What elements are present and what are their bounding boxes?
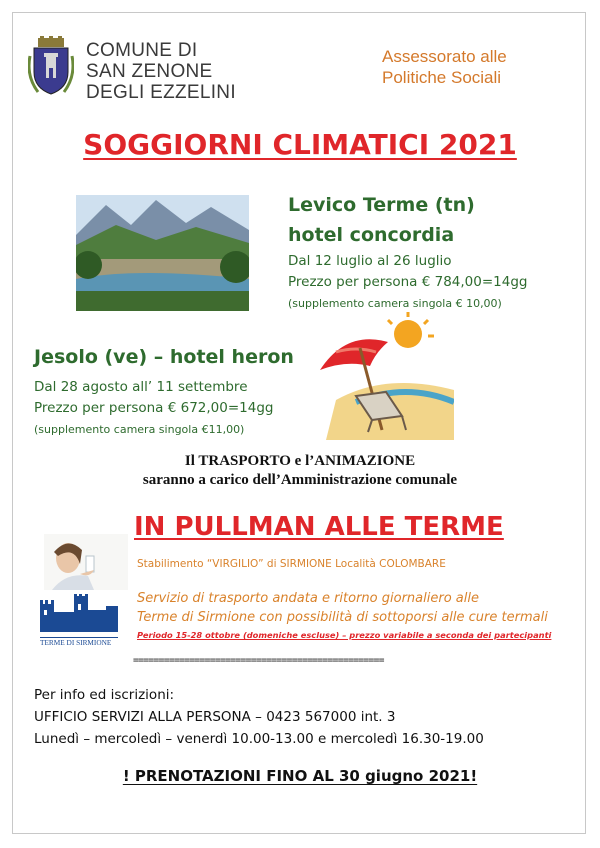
- jesolo-heading: Jesolo (ve) – hotel heron: [34, 346, 294, 368]
- municipality-line: COMUNE DI: [86, 40, 198, 61]
- service-line: Servizio di trasporto andata e ritorno giornaliero alle: [137, 591, 479, 606]
- woman-drinking-image: [44, 534, 128, 590]
- jesolo-details: [34, 377, 274, 440]
- levico-details: [288, 251, 528, 314]
- transport-line: Il TRASPORTO e l’ANIMAZIONE: [184, 453, 416, 469]
- period-note: Periodo 15-28 ottobre (domeniche escluse) – prezzo variabile a seconda dei partecipanti: [137, 630, 552, 640]
- service-line: Terme di Sirmione con possibilità di sottoporsi alle cure termali: [137, 610, 548, 625]
- logo-caption: TERME DI SIRMIONE: [40, 637, 118, 647]
- municipality-name: [86, 40, 236, 103]
- municipality-line: DEGLI EZZELINI: [86, 82, 236, 103]
- transport-line: saranno a carico dell’Amministrazione comunale: [142, 472, 458, 488]
- separator-line: =================================================: [133, 655, 384, 666]
- office-phone: UFFICIO SERVIZI ALLA PERSONA – 0423 567000 int. 3: [34, 709, 396, 725]
- levico-location: Levico Terme (tn): [288, 194, 475, 216]
- info-heading: Per info ed iscrizioni:: [34, 687, 175, 703]
- page-title: SOGGIORNI CLIMATICI 2021: [83, 128, 517, 161]
- office-hours: Lunedì – mercoledì – venerdì 10.00-13.00 e mercoledì 16.30-19.00: [34, 731, 484, 747]
- jesolo-dates: Dal 28 agosto all’ 11 settembre: [34, 379, 248, 395]
- service-description: [137, 589, 548, 627]
- facility-name: Stabilimento “VIRGILIO” di SIRMIONE Località COLOMBARE: [137, 558, 446, 570]
- terme-di-sirmione-logo: [40, 594, 118, 647]
- castle-icon: [40, 594, 118, 632]
- contact-info: [34, 684, 484, 750]
- levico-price: Prezzo per persona € 784,00=14gg: [288, 274, 528, 290]
- lake-landscape-image: [76, 195, 249, 311]
- department-line: Assessorato alle: [382, 47, 507, 66]
- levico-hotel: hotel concordia: [288, 224, 455, 246]
- transport-notice: [0, 452, 600, 490]
- beach-umbrella-icon: [316, 312, 454, 440]
- jesolo-supplement: (supplemento camera singola €11,00): [34, 423, 245, 436]
- booking-deadline: ! PRENOTAZIONI FINO AL 30 giugno 2021!: [122, 767, 478, 785]
- levico-heading: [288, 190, 475, 250]
- levico-supplement: (supplemento camera singola € 10,00): [288, 297, 502, 310]
- department-name: [382, 46, 507, 88]
- jesolo-price: Prezzo per persona € 672,00=14gg: [34, 400, 274, 416]
- levico-dates: Dal 12 luglio al 26 luglio: [288, 253, 452, 269]
- pullman-heading: IN PULLMAN ALLE TERME: [134, 512, 504, 542]
- municipal-crest-icon: [28, 36, 74, 98]
- municipality-line: SAN ZENONE: [86, 61, 213, 82]
- department-line: Politiche Sociali: [382, 68, 502, 87]
